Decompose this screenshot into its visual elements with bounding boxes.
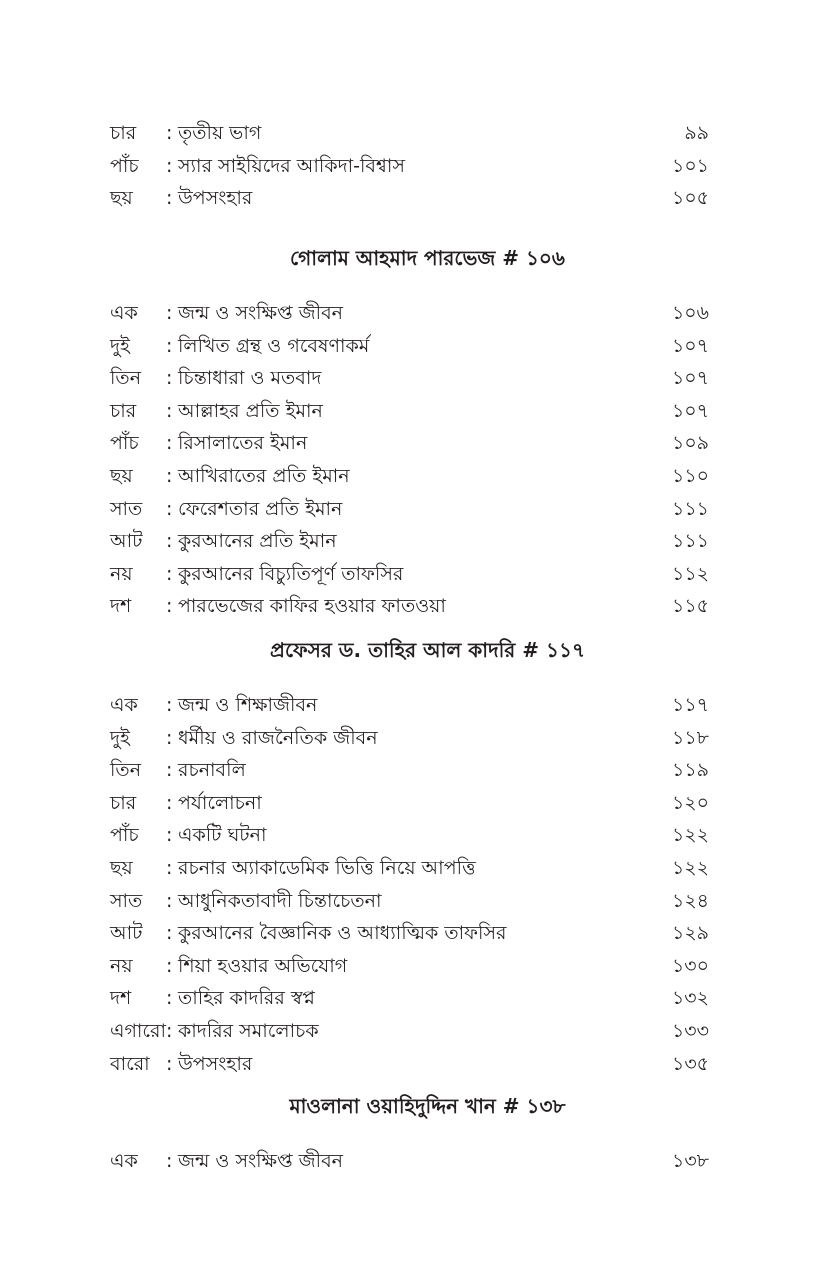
entry-separator: :: [166, 759, 173, 782]
entry-number: দুই: [110, 726, 130, 749]
entry-separator: :: [166, 1052, 173, 1075]
toc-section: [0, 634, 825, 1080]
toc-entry: [0, 1145, 825, 1178]
entry-number: চার: [110, 399, 137, 422]
entry-page-number: ১০৭: [671, 367, 709, 390]
entry-title: আল্লাহর প্রতি ইমান: [178, 399, 323, 422]
entry-title: জন্ম ও সংক্ষিপ্ত জীবন: [178, 302, 344, 324]
toc-entry: [0, 917, 825, 950]
toc-entry: [0, 460, 825, 493]
entry-number: নয়: [110, 954, 133, 977]
entry-title: আধুনিকতাবাদী চিন্তাচেতনা: [178, 889, 382, 912]
entry-number: এক: [110, 694, 138, 716]
entry-title: পারভেজের কাফির হওয়ার ফাতওয়া: [178, 595, 446, 618]
entry-number: পাঁচ: [110, 824, 139, 847]
entry-page-number: ১০৯: [671, 432, 709, 455]
entry-separator: :: [166, 122, 173, 144]
entry-title: তৃতীয় ভাগ: [178, 122, 262, 144]
toc-entry: [0, 852, 825, 885]
entry-title: ধর্মীয় ও রাজনৈতিক জীবন: [178, 726, 378, 749]
toc-entry: [0, 362, 825, 395]
entry-separator: :: [166, 367, 173, 390]
entry-page-number: ১২৯: [671, 922, 709, 945]
entry-number: এক: [110, 1150, 138, 1172]
toc-entry: [0, 754, 825, 787]
toc-entry: [0, 950, 825, 983]
toc-entry: [0, 1048, 825, 1081]
entry-page-number: ১৩৩: [671, 1019, 709, 1042]
entry-title: কাদরির সমালোচক: [178, 1019, 319, 1042]
entry-number: সাত: [110, 497, 143, 520]
toc-entry: [0, 395, 825, 428]
entry-page-number: ১১১: [672, 530, 709, 553]
entry-number: বারো: [110, 1052, 150, 1075]
entry-page-number: ১২০: [671, 791, 709, 814]
entry-page-number: ১৩২: [671, 987, 709, 1010]
entry-number: আট: [110, 922, 143, 945]
entry-page-number: ১১০: [671, 464, 709, 487]
entry-title: ফেরেশতার প্রতি ইমান: [178, 497, 343, 520]
entry-title: রচনাবলি: [178, 759, 246, 782]
entry-title: পর্যালোচনা: [178, 791, 262, 814]
entry-separator: :: [166, 824, 173, 847]
entry-page-number: ১১২: [671, 562, 709, 585]
entry-separator: :: [166, 595, 173, 618]
entry-separator: :: [166, 530, 173, 553]
toc-entry: [0, 150, 825, 183]
toc-entry: [0, 297, 825, 330]
entry-title: কুরআনের বৈজ্ঞানিক ও আধ্যাত্মিক তাফসির: [178, 922, 507, 945]
entry-separator: :: [166, 154, 173, 177]
entry-page-number: ১২২: [671, 824, 709, 847]
entry-number: তিন: [110, 367, 142, 390]
entry-title: একটি ঘটনা: [178, 824, 267, 847]
toc-entry: [0, 590, 825, 623]
entry-page-number: ১৩৮: [671, 1150, 709, 1172]
section-heading: প্রফেসর ড. তাহির আল কাদরি # ১১৭: [270, 638, 585, 662]
toc-entry: [0, 819, 825, 852]
entry-number: দশ: [110, 987, 132, 1010]
entry-separator: :: [166, 432, 173, 455]
toc-entry: [0, 525, 825, 558]
entry-page-number: ১১৭: [671, 694, 709, 716]
entry-separator: :: [166, 497, 173, 520]
entry-page-number: ১২২: [671, 856, 709, 879]
entry-page-number: ১১৯: [672, 759, 709, 782]
entry-number: ছয়: [110, 464, 133, 487]
entry-page-number: ১০৭: [671, 399, 709, 422]
entry-number: দুই: [110, 334, 130, 357]
entry-page-number: ১৩০: [671, 954, 709, 977]
toc-section: [0, 1090, 825, 1178]
entry-title: লিখিত গ্রন্থ ও গবেষণাকর্ম: [178, 334, 370, 357]
entry-separator: :: [166, 791, 173, 814]
entry-title: উপসংহার: [178, 187, 253, 210]
toc-entry: [0, 427, 825, 460]
entry-title: রচনার অ্যাকাডেমিক ভিত্তি নিয়ে আপত্তি: [178, 856, 476, 879]
entry-page-number: ১০৬: [671, 302, 709, 324]
toc-section: [0, 242, 825, 623]
section-heading: গোলাম আহমাদ পারভেজ # ১০৬: [290, 246, 565, 270]
toc-entry: [0, 117, 825, 150]
entry-page-number: ১১৫: [672, 595, 709, 618]
entry-title: কুরআনের প্রতি ইমান: [178, 530, 337, 553]
entry-number: আট: [110, 530, 143, 553]
toc-entry: [0, 885, 825, 918]
entry-separator: :: [166, 1150, 173, 1172]
entry-page-number: ১১৮: [672, 726, 709, 749]
entry-separator: :: [166, 987, 173, 1010]
entry-number: নয়: [110, 562, 133, 585]
toc-entry: [0, 689, 825, 722]
entry-page-number: ১০৫: [671, 187, 709, 210]
entry-title: আখিরাতের প্রতি ইমান: [178, 464, 350, 487]
entry-separator: :: [166, 694, 173, 716]
entry-title: স্যার সাইয়িদের আকিদা-বিশ্বাস: [178, 154, 405, 177]
entry-number: ছয়: [110, 856, 133, 879]
entry-number: সাত: [110, 889, 143, 912]
entry-separator: :: [166, 562, 173, 585]
toc-entry: [0, 787, 825, 820]
entry-number: চার: [110, 122, 137, 144]
entry-separator: :: [166, 856, 173, 879]
toc-entry: [0, 558, 825, 591]
entry-title: রিসালাতের ইমান: [178, 432, 308, 455]
entry-title: শিয়া হওয়ার অভিযোগ: [178, 954, 348, 977]
entry-separator: :: [166, 187, 173, 210]
entry-page-number: ৯৯: [684, 122, 709, 144]
entry-separator: :: [166, 726, 173, 749]
entry-separator: :: [166, 889, 173, 912]
entry-separator: :: [166, 399, 173, 422]
entry-title: তাহির কাদরির স্বপ্ন: [178, 987, 315, 1010]
entry-number: তিন: [110, 759, 142, 782]
entry-separator: :: [166, 954, 173, 977]
entry-page-number: ১০১: [671, 154, 709, 177]
toc-entry: [0, 493, 825, 526]
entry-title: জন্ম ও সংক্ষিপ্ত জীবন: [178, 1150, 344, 1172]
entry-separator: :: [166, 1019, 173, 1042]
entry-title: উপসংহার: [178, 1052, 253, 1075]
entry-page-number: ১০৭: [671, 334, 709, 357]
entry-title: জন্ম ও শিক্ষাজীবন: [178, 694, 318, 716]
entry-number: পাঁচ: [110, 432, 139, 455]
entry-number: চার: [110, 791, 137, 814]
entry-title: চিন্তাধারা ও মতবাদ: [178, 367, 322, 390]
entry-number: পাঁচ: [110, 154, 139, 177]
entry-page-number: ১৩৫: [671, 1052, 709, 1075]
entry-page-number: ১১১: [672, 497, 709, 520]
toc-entry: [0, 182, 825, 215]
entry-title: কুরআনের বিচ্যুতিপূর্ণ তাফসির: [178, 562, 404, 585]
entry-separator: :: [166, 464, 173, 487]
entry-number: এগারো: [110, 1019, 167, 1042]
entry-separator: :: [166, 334, 173, 357]
toc-entry: [0, 330, 825, 363]
entry-separator: :: [166, 302, 173, 324]
entry-separator: :: [166, 922, 173, 945]
toc-section: [0, 117, 825, 215]
toc-entry: [0, 982, 825, 1015]
entry-number: দশ: [110, 595, 132, 618]
toc-entry: [0, 722, 825, 755]
entry-page-number: ১২৪: [671, 889, 709, 912]
section-heading: মাওলানা ওয়াহিদুদ্দিন খান # ১৩৮: [289, 1094, 566, 1118]
toc-entry: [0, 1015, 825, 1048]
entry-number: এক: [110, 302, 138, 324]
entry-number: ছয়: [110, 187, 133, 210]
